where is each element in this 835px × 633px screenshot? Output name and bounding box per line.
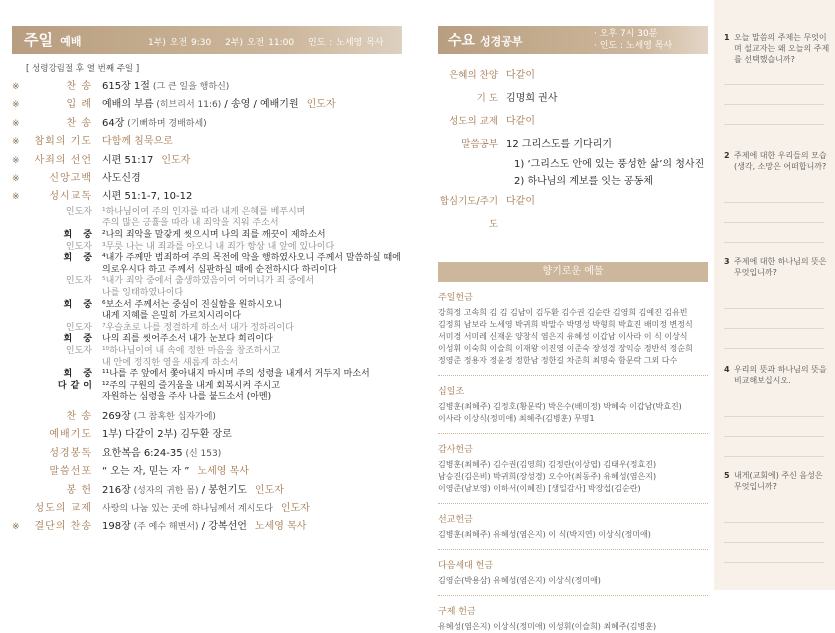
- reading-speaker: 회 중: [63, 334, 96, 345]
- sunday-title-text: 주일: [24, 31, 53, 49]
- offering-line: 김영순(박용삼) 유혜성(염은지) 이상식(정미애): [438, 576, 601, 585]
- wednesday-label: 성도의 교제: [449, 116, 498, 127]
- reading-text: ¹하나님이여 주의 인자를 따라 내게 은혜를 베푸시며: [102, 206, 306, 217]
- wednesday-label: 말씀공부: [461, 139, 498, 150]
- reading-line: [12, 311, 402, 323]
- wednesday-title: [448, 30, 522, 50]
- answer-line: [724, 522, 824, 523]
- offering-divider: [438, 549, 708, 550]
- order-leader: 인도자: [254, 484, 284, 496]
- offering-category: 다음세대 헌금: [438, 561, 494, 571]
- liturgical-season: [ 성령강림절 후 열 번째 주일 ]: [26, 64, 140, 74]
- question-item: [724, 150, 830, 172]
- required-mark: ※: [12, 100, 20, 111]
- order-row: [12, 133, 402, 151]
- answer-line: [724, 124, 824, 125]
- responsive-reading: [12, 207, 402, 404]
- answer-line: [724, 104, 824, 105]
- order-main: 269장: [102, 410, 131, 422]
- order-row: [12, 78, 402, 96]
- order-value: [102, 426, 402, 444]
- question-number: 3: [724, 257, 730, 266]
- study-sub-item: 1) ‘그리스도 안에 있는 풍성한 삶’의 청사진: [514, 159, 705, 170]
- order-note: (기뻐하며 경배하세): [124, 118, 207, 129]
- reading-line: [12, 334, 402, 346]
- order-of-service-part1: [12, 78, 402, 207]
- reading-line: [12, 392, 402, 404]
- order-label: 찬 송: [66, 117, 92, 129]
- order-main: 216장: [102, 484, 131, 496]
- offering-line: 김정희 남보라 노세영 박귀희 박말수 박명성 박형희 박효진 배미정 변정식: [438, 320, 693, 329]
- offering-category: 십일조: [438, 387, 465, 397]
- question-item: [724, 256, 830, 278]
- answer-line: [724, 308, 824, 309]
- question-text: 주제에 대한 하나님의 뜻은 무엇입니까?: [734, 257, 827, 277]
- reading-line: [12, 265, 402, 277]
- answer-line: [724, 562, 824, 563]
- reading-speaker: 인도자: [65, 276, 92, 287]
- closing-value: 다같이: [506, 196, 535, 207]
- sunday-leader: 인도 : 노세영 목사: [308, 38, 384, 48]
- offering-divider: [438, 433, 708, 434]
- question-number: 1: [724, 33, 730, 42]
- order-leader: 인도자: [306, 99, 336, 111]
- answer-line: [724, 328, 824, 329]
- order-tail: / 송영 / 예배기원: [221, 99, 299, 111]
- order-label: 예배기도: [49, 429, 92, 441]
- reading-speaker: 회 중: [63, 253, 96, 264]
- order-row: [12, 96, 402, 114]
- offering-divider: [438, 595, 708, 596]
- order-main: 요한복음 6:24-35: [102, 447, 183, 459]
- offering-title: 향기로운 예물: [438, 262, 708, 282]
- required-mark: ※: [12, 174, 20, 185]
- order-value: [102, 445, 402, 463]
- reading-speaker: 회 중: [63, 230, 96, 241]
- reading-text: 나의 죄를 씻어주소서 내가 눈보다 희리이다: [102, 334, 273, 345]
- order-label: 입 례: [66, 99, 92, 111]
- order-leader: 인도자: [161, 154, 191, 166]
- required-mark: ※: [12, 155, 20, 166]
- order-label: 성경봉독: [49, 447, 92, 459]
- order-main: 198장: [102, 521, 131, 533]
- question-number: 5: [724, 471, 730, 480]
- answer-line: [724, 242, 824, 243]
- wednesday-leader: · 인도 : 노세영 목사: [594, 41, 673, 51]
- offering-line: 유혜성(염은지) 이상식(정미애) 이성휘(이슬희) 최혜주(김병훈): [438, 622, 657, 631]
- reading-speaker: 인도자: [65, 345, 92, 356]
- wednesday-section: [438, 26, 708, 633]
- offering-names: [438, 459, 708, 495]
- order-main: 615장 1절: [102, 81, 150, 92]
- service-time-1: 1부) 오전 9:30: [148, 38, 212, 48]
- offering-list: [438, 290, 708, 633]
- order-row: [12, 408, 402, 426]
- reading-text: ¹⁰하나님이여 내 속에 정한 마음을 창조하시고: [102, 345, 281, 356]
- offering-divider: [438, 375, 708, 376]
- required-mark: ※: [12, 522, 20, 533]
- wednesday-header: [438, 26, 708, 54]
- offering-names: [438, 529, 708, 541]
- wednesday-label: 은혜의 찬양: [449, 70, 498, 81]
- order-note: (주 예수 해변서): [130, 522, 199, 533]
- answer-line: [724, 456, 824, 457]
- reading-line: [12, 242, 402, 254]
- order-value: [102, 188, 402, 206]
- reading-line: [12, 323, 402, 335]
- reading-line: [12, 288, 402, 300]
- question-text: 내게(교회에) 주신 음성은 무엇입니까?: [734, 471, 823, 491]
- required-mark: [12, 482, 24, 500]
- order-main: 예배의 부름: [102, 99, 154, 111]
- question-text: 오늘 말씀의 주제는 무엇이며 설교자는 왜 오늘의 주제를 선택했습니까?: [734, 33, 830, 64]
- reading-speaker: [12, 218, 102, 230]
- reading-speaker: 인도자: [65, 241, 92, 252]
- answer-line: [724, 84, 824, 85]
- reading-text: ⁷우슬초로 나를 정결하게 하소서 내가 정하리이다: [102, 322, 294, 333]
- order-value: [102, 152, 402, 170]
- wednesday-time: · 오후 7시 30분: [594, 29, 658, 39]
- order-note: (그 참혹한 십자가에): [130, 411, 216, 422]
- order-row: [12, 188, 402, 206]
- order-row: [12, 463, 402, 481]
- wednesday-value: 다같이: [506, 70, 535, 81]
- reading-line: [12, 369, 402, 381]
- order-row: [12, 170, 402, 188]
- reading-speaker: [12, 265, 102, 277]
- wednesday-row: [438, 110, 708, 133]
- order-leader: 노세영 목사: [254, 521, 307, 533]
- reading-line: [12, 207, 402, 219]
- order-row: [12, 152, 402, 170]
- order-label: 성도의 교제: [34, 502, 92, 514]
- sermon-questions: [714, 0, 835, 590]
- order-value: [102, 115, 402, 133]
- reading-speaker: [12, 311, 102, 323]
- service-time-2: 2부) 오전 11:00: [225, 38, 295, 48]
- reading-text: 나를 잉태하였나이다: [102, 288, 184, 298]
- offering-line: 김병훈(최혜주) 유혜성(염은지) 이 식(박지연) 이상식(정미애): [438, 530, 651, 539]
- reading-speaker: 회 중: [63, 369, 96, 380]
- reading-text: ⁴내가 주께만 범죄하여 주의 목전에 악을 행하였사오니 주께서 말씀하실 때에: [102, 253, 401, 264]
- order-note: (히브리서 11:6): [153, 100, 222, 111]
- wednesday-value: 12 그리스도를 기다리기: [506, 139, 613, 150]
- reading-line: [12, 358, 402, 370]
- order-label: 성시교독: [49, 191, 92, 203]
- order-value: [102, 133, 402, 151]
- study-sub-items: [514, 156, 708, 190]
- order-label: 찬 송: [66, 410, 92, 422]
- order-note: (성자의 귀한 몸): [130, 485, 199, 496]
- reading-line: [12, 230, 402, 242]
- reading-speaker: 인도자: [65, 322, 92, 333]
- sunday-header: [12, 26, 402, 54]
- order-row: [12, 115, 402, 133]
- offering-category: 구제 헌금: [438, 607, 476, 617]
- order-value: [102, 518, 402, 536]
- wednesday-row: [438, 87, 708, 110]
- reading-speaker: [12, 288, 102, 300]
- offering-line: 강희정 고속희 김 김 김남이 김두환 김수권 김순란 김영희 김예진 김유빈: [438, 308, 688, 317]
- wednesday-subtitle: 성경공부: [479, 35, 523, 48]
- required-mark: [12, 500, 24, 518]
- question-text: 주제에 대한 우리들의 모습 (생각, 소망은 어떠합니까?: [734, 151, 827, 171]
- order-label: 말씀선포: [49, 466, 92, 478]
- order-note: (신 153): [182, 448, 222, 459]
- wednesday-value: 다같이: [506, 116, 535, 127]
- reading-text: ⁶보소서 주께서는 중심이 진실함을 원하시오니: [102, 299, 283, 310]
- order-lead: 다함께 침묵으로: [102, 136, 173, 148]
- closing-prayer-row: [438, 190, 708, 236]
- order-leader: 노세영 목사: [197, 466, 249, 478]
- order-main: 시편 51:1-7, 10-12: [102, 191, 193, 203]
- order-row: [12, 482, 402, 500]
- reading-text: ¹¹나를 주 앞에서 쫓아내지 마시며 주의 성령을 내게서 거두지 마소서: [102, 369, 370, 380]
- sunday-worship-section: [12, 26, 402, 537]
- order-row: [12, 518, 402, 536]
- order-leader: 인도자: [280, 502, 310, 514]
- question-item: [724, 364, 830, 386]
- reading-text: ¹²주의 구원의 즐거움을 내게 회복시켜 주시고: [102, 380, 281, 391]
- question-item: [724, 470, 830, 492]
- order-tail: / 강복선언: [198, 521, 247, 533]
- order-row: [12, 426, 402, 444]
- wednesday-order: [438, 64, 708, 156]
- order-value: [102, 170, 402, 188]
- answer-line: [724, 436, 824, 437]
- wednesday-row: [438, 64, 708, 87]
- order-main: 사도신경: [102, 173, 141, 185]
- order-value: [102, 500, 402, 518]
- reading-line: [12, 300, 402, 312]
- reading-speaker: [12, 392, 102, 404]
- order-tail: / 봉헌기도: [198, 484, 247, 496]
- required-mark: [12, 463, 24, 481]
- offering-line: 김병훈(최혜주) 김수권(김영희) 김정란(이상엽) 김태우(정효진): [438, 460, 657, 469]
- sunday-title: [24, 29, 81, 50]
- wednesday-info: [594, 28, 672, 52]
- required-mark: ※: [12, 118, 20, 129]
- reading-line: [12, 253, 402, 265]
- reading-speaker: 회 중: [63, 299, 96, 310]
- answer-line: [724, 416, 824, 417]
- order-main: 시편 51:17: [102, 154, 154, 166]
- offering-line: 정영준 정용자 정윤정 정한남 정한길 차준희 최명숙 함문락 그외 다수: [438, 356, 678, 365]
- order-main: 64장: [102, 117, 125, 129]
- order-label: 봉 헌: [66, 484, 92, 496]
- required-mark: [12, 445, 24, 463]
- order-label: 결단의 찬송: [34, 521, 92, 533]
- reading-line: [12, 346, 402, 358]
- order-label: 사죄의 선언: [34, 154, 92, 166]
- reading-line: [12, 218, 402, 230]
- offering-names: [438, 401, 708, 425]
- question-number: 4: [724, 365, 730, 374]
- order-main: “ 오는 자, 믿는 자 ”: [102, 466, 190, 478]
- reading-text: 내 안에 정직한 영을 새롭게 하소서: [102, 357, 239, 368]
- required-mark: [12, 426, 24, 444]
- study-sub-item: 2) 하나님의 계보를 잇는 공동체: [514, 176, 653, 187]
- required-mark: ※: [12, 82, 20, 92]
- wednesday-label: 기 도: [476, 93, 498, 104]
- reading-text: ⁵내가 죄악 중에서 출생하였음이여 어머니가 죄 중에서: [102, 276, 315, 287]
- order-value: [102, 463, 402, 481]
- reading-line: [12, 381, 402, 393]
- wednesday-row: [438, 133, 708, 156]
- reading-speaker: 다같이: [57, 380, 96, 391]
- reading-text: 주의 많은 긍휼을 따라 내 죄악을 지워 주소서: [102, 218, 279, 229]
- required-mark: ※: [12, 137, 20, 148]
- reading-text: 자원하는 심령을 주사 나를 붙드소서 (아멘): [102, 392, 272, 403]
- offering-line: 이사라 이상식(정미애) 최혜주(김병훈) 무명1: [438, 414, 595, 423]
- reading-line: [12, 276, 402, 288]
- offering-category: 감사헌금: [438, 445, 473, 455]
- reading-text: ²나의 죄악을 말갛게 씻으시며 나의 죄를 깨끗이 제하소서: [102, 230, 326, 241]
- offering-line: 김병훈(최혜주) 김정호(황문락) 박은수(배미정) 박혜숙 이갑남(박효진): [438, 402, 682, 411]
- order-row: [12, 445, 402, 463]
- question-text: 우리의 뜻과 하나님의 뜻을 비교해보십시오.: [734, 365, 827, 385]
- reading-speaker: 인도자: [65, 206, 92, 217]
- order-row: [12, 500, 402, 518]
- question-item: [724, 32, 830, 65]
- order-note: 사랑의 나눔 있는 곳에 하나님께서 계시도다: [102, 503, 273, 514]
- offering-names: [438, 307, 708, 367]
- order-note: (그 큰 일을 행하신): [149, 82, 230, 92]
- offering-divider: [438, 503, 708, 504]
- offering-category: 선교헌금: [438, 515, 473, 525]
- reading-text: 내게 지혜를 은밀히 가르치시리이다: [102, 311, 241, 322]
- offering-line: 남승진(김은비) 박귀희(장성경) 오수아(최동주) 유혜성(염은지): [438, 472, 657, 481]
- sunday-times: [148, 35, 393, 48]
- question-number: 2: [724, 151, 730, 160]
- required-mark: ※: [12, 192, 20, 203]
- order-value: [102, 408, 402, 426]
- answer-line: [724, 222, 824, 223]
- sunday-subtitle: 예배: [60, 35, 82, 48]
- wednesday-value: 김명희 권사: [506, 93, 558, 104]
- order-of-service-part2: [12, 408, 402, 537]
- wednesday-title-text: 수요: [448, 33, 476, 49]
- reading-text: 의로우시다 하고 주께서 심판하실 때에 순전하시다 하리이다: [102, 264, 337, 275]
- answer-line: [724, 202, 824, 203]
- order-label: 찬 송: [66, 81, 92, 92]
- answer-line: [724, 348, 824, 349]
- required-mark: [12, 408, 24, 426]
- offering-names: [438, 575, 708, 587]
- closing-label: 합심기도/주기도: [439, 196, 498, 230]
- order-main: 1부) 다같이 2부) 김두환 장로: [102, 429, 232, 441]
- offering-line: 이영준(남보영) 이하서(이혜진) [생일감사] 박장섭(김순란): [438, 484, 641, 493]
- offering-category: 주일헌금: [438, 293, 473, 303]
- order-label: 신앙고백: [49, 173, 92, 185]
- offering-names: [438, 621, 708, 633]
- offering-line: 서미경 서미레 신재운 양창식 염은지 유혜성 이갑남 이사라 이 식 이상식: [438, 332, 688, 341]
- offering-line: 이성휘 이숙희 이슬희 이재왕 이진영 이준숙 장성경 장익승 정반석 정순희: [438, 344, 693, 353]
- reading-speaker: [12, 358, 102, 370]
- answer-line: [724, 542, 824, 543]
- order-value: [102, 78, 402, 96]
- order-value: [102, 96, 402, 114]
- order-label: 참회의 기도: [34, 136, 92, 148]
- order-value: [102, 482, 402, 500]
- reading-text: ³무릇 나는 내 죄과를 아오니 내 죄가 항상 내 앞에 있나이다: [102, 241, 335, 252]
